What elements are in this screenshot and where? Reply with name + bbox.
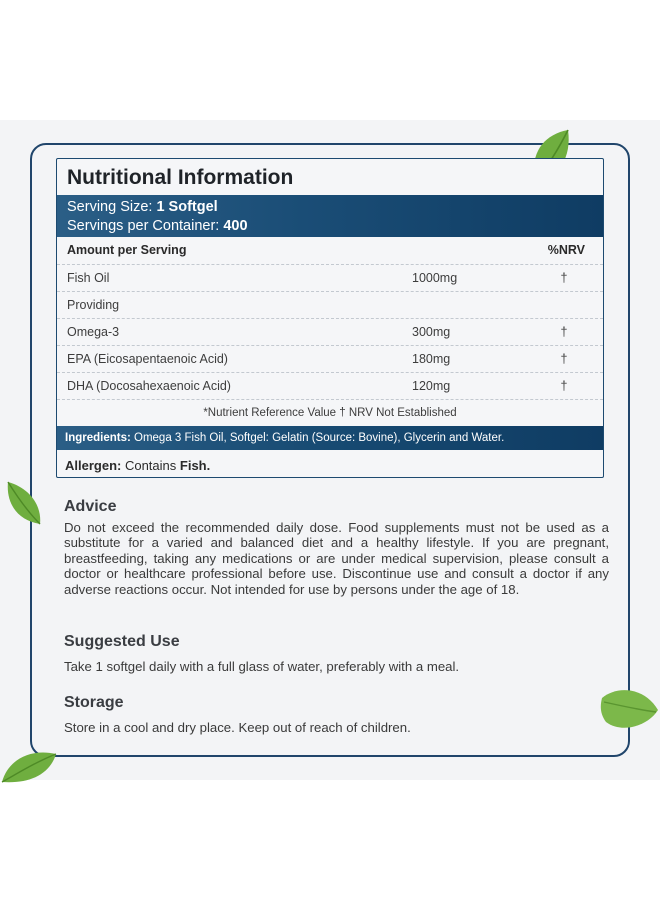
storage-text: Store in a cool and dry place. Keep out of reach of children.	[64, 720, 411, 735]
ingredients-text: Omega 3 Fish Oil, Softgel: Gelatin (Source: Bovine), Glycerin and Water.	[130, 432, 505, 444]
allergen-value: Fish.	[179, 458, 211, 473]
nutrient-amount: 300mg	[412, 325, 451, 339]
allergen-label: Allergen:	[65, 458, 122, 473]
suggested-use-heading: Suggested Use	[64, 633, 180, 650]
advice-text: Do not exceed the recommended daily dose. Food supplements must not be used as a substitute for a varied and balanced diet and a healthy lifestyle. If you are pregnant, breastfeeding, taking any medications or are under medical supervision, please consult a doctor or healthcare professional before use. Discontinue use and consult a doctor if any adverse reactions occur. Not intended for use by persons under the age of 18.	[64, 520, 609, 597]
nutrient-nrv: †	[560, 325, 568, 339]
header-amount-label: Amount per Serving	[67, 243, 187, 257]
serving-size: Serving Size: 1 Softgel	[67, 199, 218, 215]
serving-band	[57, 195, 603, 237]
nutrient-nrv: †	[560, 271, 568, 285]
leaf-icon	[0, 748, 58, 784]
table-row	[57, 292, 603, 319]
table-row	[57, 319, 603, 346]
nutrient-name: EPA (Eicosapentaenoic Acid)	[67, 352, 228, 366]
suggested-use-section	[64, 632, 609, 674]
storage-section	[64, 693, 609, 735]
servings-per-container: Servings per Container: 400	[67, 217, 248, 234]
advice-section	[64, 497, 609, 597]
header-nrv-label: %NRV	[547, 243, 585, 257]
allergen-line: Allergen: Contains Fish.	[65, 458, 211, 473]
nrv-footnote: *Nutrient Reference Value † NRV Not Established	[203, 407, 457, 419]
table-row	[57, 346, 603, 373]
nutrient-name: Providing	[67, 298, 120, 312]
leaf-icon	[4, 480, 44, 526]
nutrient-amount: 120mg	[412, 379, 451, 393]
ingredients-band	[57, 426, 603, 450]
table-header	[57, 237, 603, 265]
nutrient-nrv: †	[560, 379, 568, 393]
nutrient-name: DHA (Docosahexaenoic Acid)	[67, 379, 231, 393]
nutrient-name: Omega-3	[67, 325, 120, 339]
table-row	[57, 373, 603, 400]
nutrition-label	[56, 158, 604, 478]
storage-heading: Storage	[64, 694, 124, 711]
advice-heading: Advice	[64, 498, 117, 515]
nutrient-amount: 180mg	[412, 352, 451, 366]
leaf-icon	[600, 684, 660, 734]
nutrient-amount: 1000mg	[412, 271, 458, 285]
suggested-use-text: Take 1 softgel daily with a full glass of water, preferably with a meal.	[64, 659, 460, 674]
table-row	[57, 265, 603, 292]
label-title: Nutritional Information	[67, 166, 294, 189]
nutrient-name: Fish Oil	[67, 271, 110, 285]
nutrient-nrv: †	[560, 352, 568, 366]
ingredients-label: Ingredients:	[65, 432, 131, 444]
